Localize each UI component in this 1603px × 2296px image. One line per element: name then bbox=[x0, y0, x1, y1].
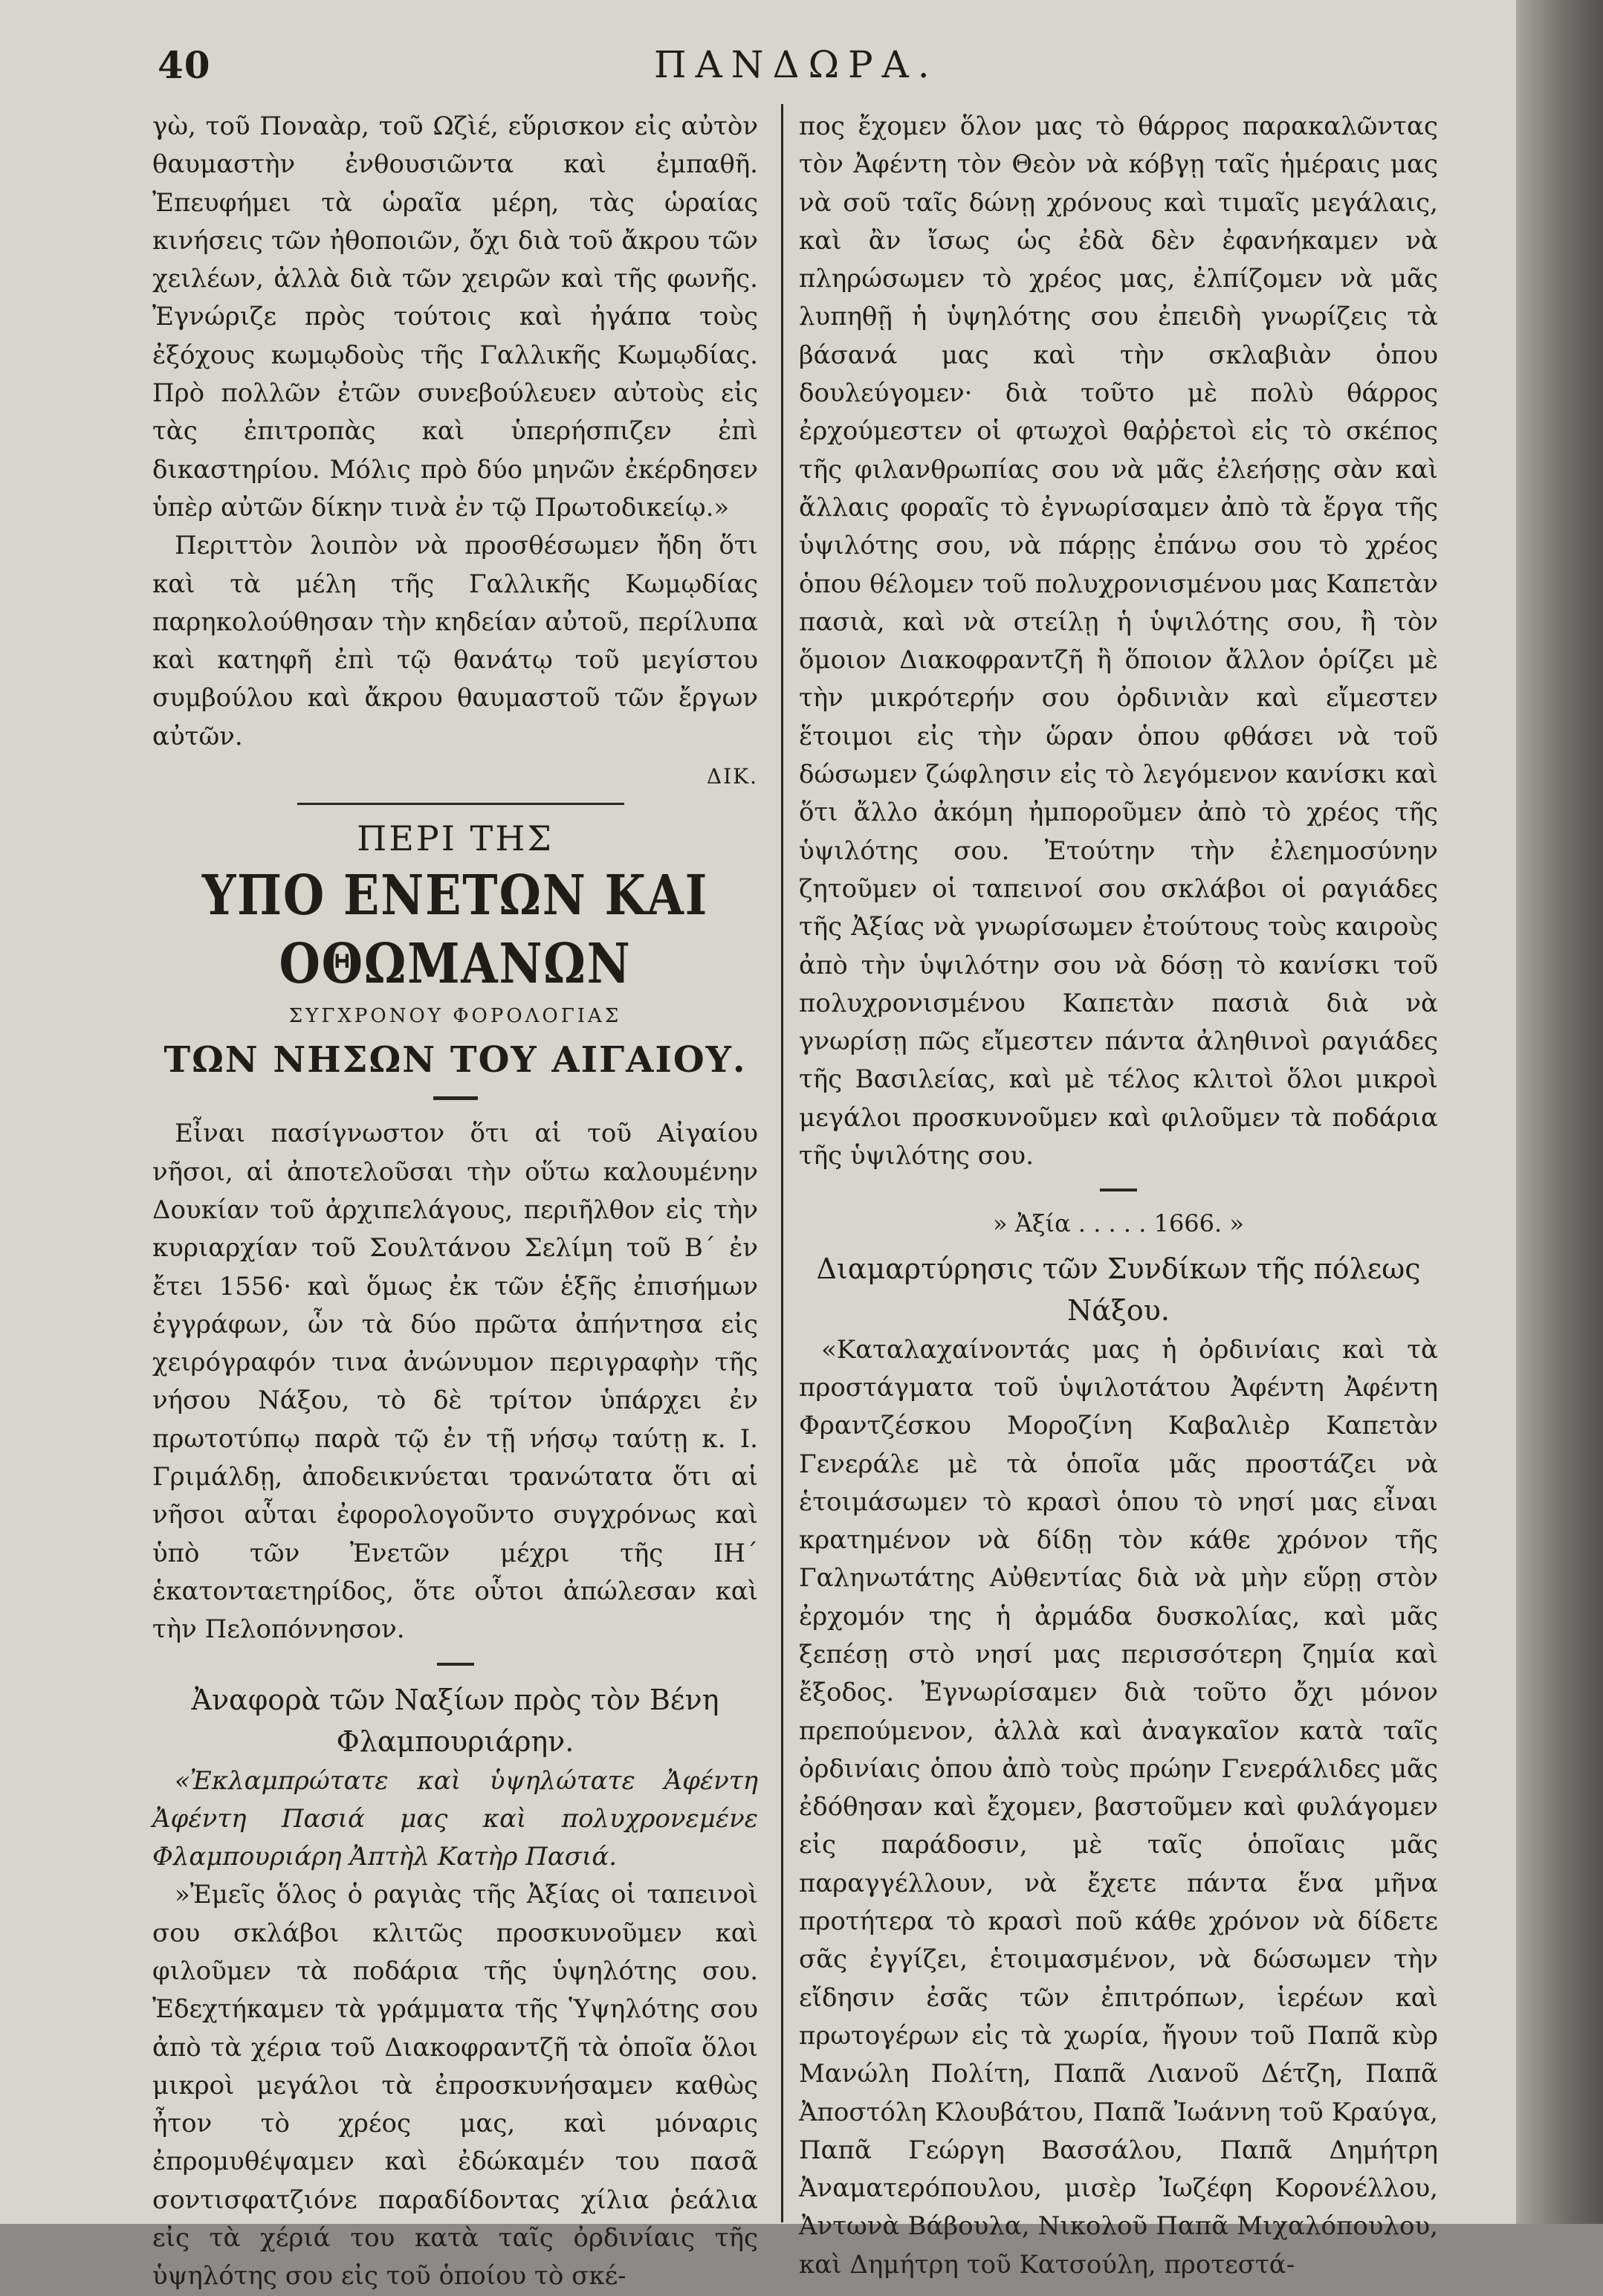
anafora-paragraph-1: »Ἐμεῖς ὅλος ὁ ραγιὰς τῆς Ἀξίας οἱ ταπεινοὶ σου σκλάβοι κλιτῶς προσκυνοῦμεν καὶ φιλοῦμεν τὰ ποδάρια τῆς ὑψηλότης σου. Ἐδεχτήκαμεν τὰ γράμματα τῆς Ὑψηλότης σου ἀπὸ τὰ χέρια τοῦ Διακοφραντζῆ τὰ ὁποῖα ὅλοι μικροὶ μεγάλοι τὰ ἐπροσκυνήσαμεν καθὼς ἦτον τὸ χρέος μας, καὶ μόναρις ἐπρομυθέψαμεν καὶ ἐδώκαμέν του πασᾶ σοντισφατζιόνε παραδίδοντας χίλια ῥεάλια εἰς τὰ χέριά του κατὰ ταῖς ὀρδινίαις τῆς ὑψηλότης σου εἰς τοῦ ὁποίου τὸ σκέ- bbox=[152, 1880, 758, 2292]
article-paragraph-1: Εἶναι πασίγνωστον ὅτι αἱ τοῦ Αἰγαίου νῆσοι, αἱ ἀποτελοῦσαι τὴν οὕτω καλουμένην Δουκίαν τοῦ ἀρχιπελάγους, περιῆλθον εἰς τὴν κυριαρχίαν τοῦ Σουλτάνου Σελίμη τοῦ Β΄ ἐν ἔτει 1556· καὶ ὅμως ἐκ τῶν ἑξῆς ἐπισήμων ἐγγράφων, ὧν τὰ δύο πρῶτα ἀπήντησα εἰς χειρόγραφόν τινα ἀνώνυμον περιγραφὴν τῆς νήσου Νάξου, τὸ δὲ τρίτον ὑπάρχει ἐν πρωτοτύπῳ παρὰ τῷ ἐν τῇ νήσῳ ταύτῃ κ. Ι. Γριμάλδῃ, ἀποδεικνύεται τρανώτατα ὅτι αἱ νῆσοι αὗται ἐφορολογοῦντο συγχρόνως καὶ ὑπὸ τῶν Ἐνετῶν μέχρι τῆς ΙΗ΄ ἑκατονταετηρίδος, ὅτε οὗτοι ἀπώλεσαν καὶ τὴν Πελοπόννησον. bbox=[152, 1119, 758, 1645]
page-number: 40 bbox=[158, 43, 211, 87]
right-column bbox=[799, 108, 1438, 2284]
anafora-address: «Ἐκλαμπρώτατε καὶ ὑψηλώτατε Ἀφέντη Ἀφέντη Πασιά μας καὶ πολυχρονεμένε Φλαμπουριάρη Ἀπτὴλ Κατὴρ Πασιά. bbox=[152, 1765, 758, 1872]
running-title: ΠΑΝΔΩΡΑ. bbox=[654, 43, 939, 86]
author-signoff: ΔΙΚ. bbox=[706, 764, 758, 789]
page-edge bbox=[1516, 0, 1603, 2224]
subsection-rule bbox=[437, 1663, 474, 1666]
heading-line-3: ΣΥΓΧΡΟΝΟΥ ΦΟΡΟΛΟΓΙΑΣ bbox=[288, 1005, 622, 1028]
obituary-paragraph-1: γὼ, τοῦ Ποναὰρ, τοῦ Ωζὶέ, εὕρισκον εἰς αὐτὸν θαυμαστὴν ἐνθουσιῶντα καὶ ἐμπαθῆ. Ἐπευφήμει τὰ ὡραῖα μέρη, τὰς ὡραίας κινήσεις τῶν ἠθοποιῶν, ὄχι διὰ τοῦ ἄκρου τῶν χειλέων, ἀλλὰ διὰ τῶν χειρῶν καὶ τῆς φωνῆς. Ἐγνώριζε πρὸς τούτοις καὶ ἠγάπα τοὺς ἐξόχους κωμῳδοὺς τῆς Γαλλικῆς Κωμῳδίας. Πρὸ πολλῶν ἐτῶν συνεβούλευεν αὐτοὺς εἰς τὰς ἐπιτροπὰς καὶ ὑπερήσπιζεν ἐπὶ δικαστηρίου. Μόλις πρὸ δύο μηνῶν ἐκέρδησεν ὑπὲρ αὐτῶν δίκην τινὰ ἐν τῷ Πρωτοδικείῳ.» bbox=[152, 111, 758, 523]
document-rule bbox=[1100, 1189, 1137, 1191]
obituary-paragraph-2: Περιττὸν λοιπὸν νὰ προσθέσωμεν ἤδη ὅτι καὶ τὰ μέλη τῆς Γαλλικῆς Κωμῳδίας παρηκολούθησαν τὴν κηδείαν αὐτοῦ, περίλυπα καὶ κατηφῆ ἐπὶ τῷ θανάτῳ τοῦ μεγίστου συμβούλου καὶ ἄκρου θαυμαστοῦ τῶν ἔργων αὐτῶν. bbox=[152, 531, 758, 751]
heading-line-2: ΥΠΟ ΕΝΕΤΩΝ ΚΑΙ ΟΘΩΜΑΝΩΝ bbox=[201, 864, 709, 997]
heading-line-4: ΤΩΝ ΝΗΣΩΝ ΤΟΥ ΑΙΓΑΙΟΥ. bbox=[163, 1039, 747, 1081]
dateline: » Ἀξία . . . . . 1666. » bbox=[993, 1209, 1244, 1238]
heading-rule bbox=[433, 1096, 478, 1100]
anafora-title: Ἀναφορὰ τῶν Ναξίων πρὸς τὸν Βένη Φλαμπουριάρην. bbox=[191, 1683, 719, 1758]
left-column bbox=[152, 108, 758, 2296]
column-divider bbox=[781, 104, 783, 2222]
diamartyrisis-title: Διαμαρτύρησις τῶν Συνδίκων τῆς πόλεως Νάξου. bbox=[816, 1252, 1421, 1327]
anafora-continuation: πος ἔχομεν ὅλον μας τὸ θάρρος παρακαλῶντας τὸν Ἀφέντη τὸν Θεὸν νὰ κόβγῃ ταῖς ἡμέραις μας νὰ σοῦ ταῖς δώνῃ χρόνους καὶ τιμαῖς μεγάλαις, καὶ ἂν ἴσως ὡς ἐδὰ δὲν ἐφανήκαμεν νὰ πληρώσωμεν τὸ χρέος μας, ἐλπίζομεν νὰ μᾶς λυπηθῇ ἡ ὑψηλότης σου ἐπειδὴ γνωρίζεις τὰ βάσανά μας καὶ τὴν σκλαβιὰν ὁπου δουλεύγομεν· διὰ τοῦτο μὲ πολὺ θάρρος ἐρχούμεστεν οἱ φτωχοὶ θαῤῥετοὶ εἰς τὸ σκέπος τῆς φιλανθρωπίας σου νὰ μᾶς ἐλεήσῃς σὰν καὶ ἄλλαις φοραῖς τὸ ἐγνωρίσαμεν ἀπὸ τὰ ἔργα τῆς ὑψιλότης σου, νὰ πάρῃς ἐπάνω σου τὸ χρέος ὁπου θέλομεν τοῦ πολυχρονισμένου μας Καπετὰν πασιὰ, καὶ νὰ στείλῃ ἡ ὑψιλότης σου, ἢ τὸν ὅμοιον Διακοφραντζῆ ἢ ὅποιον ἄλλον ὁρίζει μὲ τὴν μικρότερήν σου ὀρδινιὰν καὶ εἴμεστεν ἕτοιμοι εἰς τὴν ὥραν ὁπου φθάσει νὰ τοῦ δώσωμεν ζώφλησιν εἰς τὸ λεγόμενον κανίσκι καὶ ὅτι ἄλλο ἀκόμη ἠμποροῦμεν ἀπὸ τὸ χρέος τῆς ὑψιλότης σου. Ἐτούτην τὴν ἐλεημοσύνην ζητοῦμεν οἱ ταπεινοί σου σκλάβοι οἱ ραγιάδες τῆς Ἀξίας νὰ γνωρίσωμεν ἐτούτους τοὺς καιροὺς ἀπὸ τὴν ὑψιλότην σου νὰ δόσῃ τὸ κανίσκι τοῦ πολυχρονισμένου Καπετὰν πασιὰ διὰ νὰ γνωρίσῃ πῶς εἴμεστεν πάντα ἀληθινοὶ ραγιάδες τῆς Βασιλείας, καὶ μὲ τέλος κλιτοὶ ὅλοι μικροὶ μεγάλοι προσκυνοῦμεν καὶ φιλοῦμεν τὰ ποδάρια τῆς ὑψιλότης σου. bbox=[799, 111, 1438, 1171]
section-divider bbox=[297, 803, 624, 805]
diamartyrisis-text: «Καταλαχαίνοντάς μας ἡ ὀρδινίαις καὶ τὰ προστάγματα τοῦ ὑψιλοτάτου Ἀφέντη Ἀφέντη Φραντζέσκου Μοροζίνη Καβαλιὲρ Καπετὰν Γενεράλε μὲ τὰ ὁποῖα μᾶς προστάζει νὰ ἑτοιμάσωμεν τὸ κρασὶ ὁπου τὸ νησί μας εἶναι κρατημένον νὰ δίδῃ τὸν κάθε χρόνον τῆς Γαληνωτάτης Αὐθεντίας διὰ νὰ μὴν εὕρῃ στὸν ἐρχομόν της ἡ ἀρμάδα δυσκολίας, καὶ μᾶς ξεπέσῃ στὸ νησί μας περισσότερη ζημία καὶ ἔξοδος. Ἐγνωρίσαμεν διὰ τοῦτο ὄχι μόνον πρεπούμενον, ἀλλὰ καὶ ἀναγκαῖον κατὰ ταῖς ὀρδινίαις ὁπου ἀπὸ τοὺς πρώην Γενεράλιδες μᾶς ἐδόθησαν καὶ ἔχομεν, βαστοῦμεν καὶ φυλάγομεν εἰς παράδοσιν, μὲ ταῖς ὁποῖαις μᾶς παραγγέλλουν, νὰ ἔχετε πάντα ἕνα μῆνα προτήτερα τὸ κρασὶ ποῦ κάθε χρόνον νὰ δίδετε σᾶς ἐγγίζει, ἑτοιμασμένον, νὰ δώσωμεν τὴν εἴδησιν ἐσᾶς τῶν ἐπιτρόπων, ἱερέων καὶ πρωτογέρων εἰς τὰ χωρία, ἤγουν τοῦ Παπᾶ κὺρ Μανώλη Πολίτη, Παπᾶ Λιανοῦ Δέτζη, Παπᾶ Ἀποστόλη Κλουβάτου, Παπᾶ Ἰωάννη τοῦ Κραύγα, Παπᾶ Γεώργη Βασσάλου, Παπᾶ Δημήτρη Ἀναματερόπουλου, μισὲρ Ἰωζέφη Κορονέλλου, Ἀντωνὰ Βάβουλα, Νικολοῦ Παπᾶ Μιχαλόπουλου, καὶ Δημήτρη τοῦ Κατσούλη, προτεστά- bbox=[799, 1334, 1438, 2280]
running-head bbox=[0, 36, 1516, 95]
heading-line-1: ΠΕΡΙ ΤΗΣ bbox=[357, 818, 554, 859]
